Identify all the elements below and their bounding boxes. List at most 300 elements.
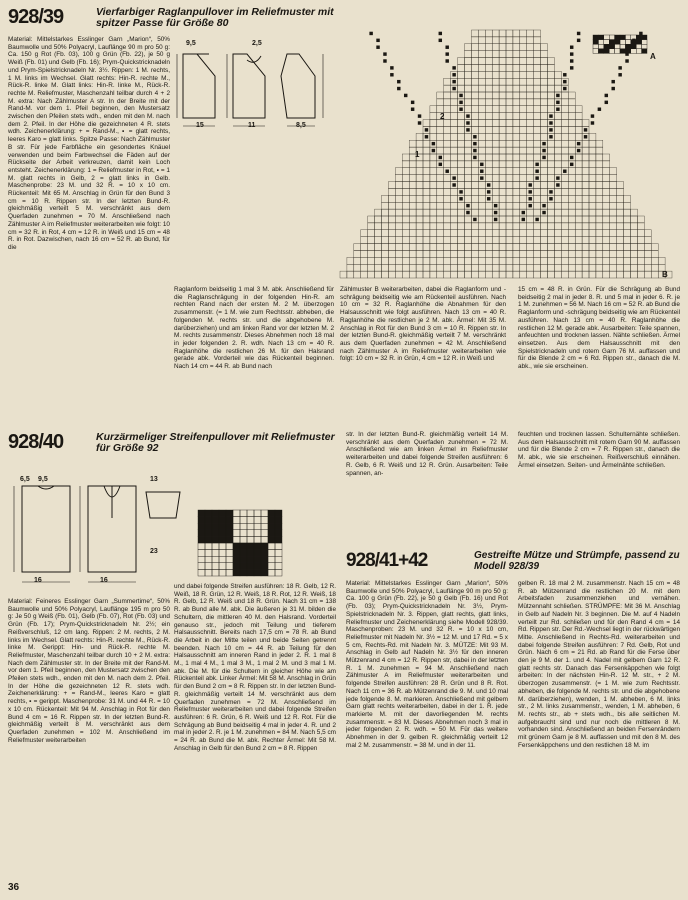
chart-40-cell [268,523,275,530]
chart-b-cell [499,58,506,65]
chart-b-cell [471,195,478,202]
chart-b-cell [430,237,437,244]
chart-b-cell [506,71,513,78]
chart-b-cell [582,202,589,209]
chart-b-cell [631,209,638,216]
chart-b-cell [541,188,548,195]
chart-b-cell [520,58,527,65]
chart-b-cell [554,140,561,147]
chart-b-cell [451,106,458,113]
chart-b-cell [485,30,492,37]
chart-b-stitch-mark [570,46,573,49]
chart-b-cell [575,133,582,140]
chart-b-cell [596,237,603,244]
chart-a-cell [593,44,598,49]
chart-b-cell [478,133,485,140]
chart-b-cell [499,271,506,278]
chart-b-cell [506,140,513,147]
chart-b-cell [492,175,499,182]
chart-a-cell [642,44,647,49]
chart-b-cell [478,182,485,189]
chart-b-stitch-mark [542,211,545,214]
chart-40-cell [233,569,240,576]
chart-b-cell [541,216,548,223]
chart-b-cell [492,182,499,189]
chart-b-cell [541,230,548,237]
chart-b-cell [513,78,520,85]
chart-a-cell [609,49,614,54]
chart-b-cell [444,216,451,223]
chart-b-cell [513,154,520,161]
chart-b-cell [568,223,575,230]
chart-b-cell [534,244,541,251]
chart-b-cell [506,175,513,182]
chart-b-stitch-mark [452,66,455,69]
chart-b-stitch-mark [376,46,379,49]
chart-b-cell [554,230,561,237]
chart-b-cell [354,264,361,271]
chart-b-cell [610,168,617,175]
chart-a-cell [631,49,636,54]
chart-b-cell [423,216,430,223]
chart-b-cell [402,202,409,209]
chart-b-cell [458,168,465,175]
chart-b-cell [499,78,506,85]
chart-b-cell [568,106,575,113]
chart-b-cell [534,223,541,230]
chart-b-cell [492,113,499,120]
chart-b-cell [492,237,499,244]
diagram-label-bottom-0: 15 [196,122,204,129]
chart-b-cell [568,250,575,257]
chart-b-stitch-mark [445,59,448,62]
chart-b-cell [423,230,430,237]
chart-b-cell [451,188,458,195]
chart-a-cell [631,40,636,45]
chart-b-stitch-mark [535,218,538,221]
chart-b-stitch-mark [542,142,545,145]
chart-b-cell [603,182,610,189]
chart-40-cell [268,510,275,517]
pattern-number-928-41-42: 928/41+42 [346,550,428,571]
chart-b-cell [520,195,527,202]
chart-b-cell [582,250,589,257]
chart-b-cell [402,161,409,168]
chart-b-cell [423,140,430,147]
diagram-label-top-3: 2,5 [252,40,262,47]
chart-a-cell [636,44,641,49]
chart-b-stitch-mark [383,59,386,62]
chart-b-cell [478,99,485,106]
chart-b-cell [610,209,617,216]
chart-b-cell [637,223,644,230]
chart-b-cell [465,195,472,202]
chart-b-cell [637,216,644,223]
chart-b-stitch-mark [528,197,531,200]
chart-b-cell [582,161,589,168]
chart-b-cell [596,202,603,209]
chart-b-cell [451,161,458,168]
chart-b-cell [568,99,575,106]
chart-b-cell [520,223,527,230]
chart-b-cell [375,223,382,230]
chart-b-cell [631,250,638,257]
chart-b-cell [382,195,389,202]
chart-b-cell [485,99,492,106]
chart-b-cell [548,58,555,65]
chart-40-cell [212,523,219,530]
chart-b-cell [575,237,582,244]
chart-40-cell [226,530,233,537]
chart-b-cell [458,271,465,278]
chart-b-cell [513,250,520,257]
chart-b-cell [430,202,437,209]
chart-b-cell [561,250,568,257]
chart-b-stitch-mark [591,121,594,124]
chart-b-cell [589,161,596,168]
chart-40-cell [261,569,268,576]
chart-b-cell [596,175,603,182]
chart-b-cell [554,271,561,278]
chart-b-cell [534,182,541,189]
chart-40-cell [205,536,212,543]
chart-b-cell [458,113,465,120]
chart-40-cell [247,569,254,576]
chart-b-cell [568,175,575,182]
chart-b-cell [548,92,555,99]
chart-b-cell [444,133,451,140]
chart-b-cell [361,250,368,257]
chart-b-cell [465,99,472,106]
chart-b-cell [451,133,458,140]
chart-b-stitch-mark [563,80,566,83]
chart-b-cell [575,168,582,175]
chart-b-stitch-mark [611,80,614,83]
chart-a-cell [620,35,625,40]
chart-b-cell [589,154,596,161]
chart-b-cell [485,223,492,230]
chart-b-cell [541,257,548,264]
chart-b-cell [644,230,651,237]
chart-40-cell [261,517,268,524]
chart-b-cell [451,113,458,120]
chart-b-cell [561,195,568,202]
chart-b-cell [582,209,589,216]
chart-b-cell [499,85,506,92]
chart-b-cell [430,106,437,113]
chart-b-cell [568,264,575,271]
chart-b-cell [527,51,534,58]
chart-b-cell [492,99,499,106]
chart-b-cell [499,64,506,71]
chart-b-cell [548,271,555,278]
chart-b-cell [465,71,472,78]
chart-b-stitch-mark [466,121,469,124]
chart-b-cell [478,264,485,271]
chart-b-cell [520,175,527,182]
chart-b-cell [513,209,520,216]
chart-b-cell [499,216,506,223]
chart-b-cell [416,182,423,189]
chart-b-cell [520,113,527,120]
chart-b-cell [458,85,465,92]
chart-b-cell [485,250,492,257]
chart-b-cell [382,230,389,237]
chart-b-cell [520,30,527,37]
chart-b-cell [582,182,589,189]
chart-b-cell [589,140,596,147]
chart-b-cell [465,230,472,237]
chart-b-cell [603,188,610,195]
chart-b-stitch-mark [418,114,421,117]
chart-b-cell [430,188,437,195]
chart-b-cell [610,175,617,182]
chart-40-cell [275,536,282,543]
chart-40-cell [240,543,247,550]
chart-b-cell [478,106,485,113]
chart-b-cell [603,264,610,271]
chart-b-cell [444,250,451,257]
chart-b-cell [541,264,548,271]
chart-b-cell [375,216,382,223]
chart-b-cell [471,78,478,85]
chart-b-cell [534,106,541,113]
chart-b-cell [596,257,603,264]
chart-b-cell [402,223,409,230]
chart-b-cell [589,244,596,251]
chart-b-stitch-mark [556,183,559,186]
chart-b-cell [554,244,561,251]
chart-b-cell [513,51,520,58]
chart-b-stitch-mark [473,135,476,138]
chart-b-cell [568,182,575,189]
chart-b-cell [458,182,465,189]
chart-b-cell [527,161,534,168]
chart-b-cell [375,209,382,216]
chart-b-cell [513,147,520,154]
chart-b-cell [471,44,478,51]
chart-b-cell [513,58,520,65]
chart-a-cell [636,35,641,40]
chart-b-cell [568,168,575,175]
chart-b-stitch-mark [452,183,455,186]
chart-b-cell [395,202,402,209]
chart-b-cell [506,64,513,71]
chart-b-cell [575,257,582,264]
chart-b-stitch-mark [487,197,490,200]
chart-b-cell [388,250,395,257]
chart-40-cell [226,536,233,543]
chart-40-cell [212,556,219,563]
chart-b-cell [561,99,568,106]
chart-b-cell [513,71,520,78]
chart-b-cell [561,147,568,154]
chart-b-stitch-mark [452,87,455,90]
chart-b-cell [624,202,631,209]
chart-b-cell [444,182,451,189]
chart-b-cell [492,30,499,37]
chart-b-cell [485,133,492,140]
chart-b-cell [527,154,534,161]
chart-b-cell [527,106,534,113]
chart-b-cell [637,250,644,257]
chart-b-cell [375,264,382,271]
chart-b-cell [568,216,575,223]
chart-b-cell [506,126,513,133]
chart-40-cell [219,569,226,576]
chart-b-stitch-mark [452,176,455,179]
chart-40-cell [261,563,268,570]
chart-a-cell [625,49,630,54]
chart-b-cell [458,244,465,251]
chart-b-cell [582,237,589,244]
chart-40-cell [205,563,212,570]
chart-b-cell [637,257,644,264]
chart-b-cell [458,154,465,161]
chart-b-cell [499,71,506,78]
chart-b-cell [644,237,651,244]
chart-b-cell [478,64,485,71]
chart-b-cell [492,140,499,147]
chart-b-cell [589,195,596,202]
chart-a-cell [598,35,603,40]
chart-40-cell [254,556,261,563]
chart-b-cell [465,106,472,113]
chart-b-cell [478,202,485,209]
chart-b-cell [471,168,478,175]
chart-b-stitch-mark [466,204,469,207]
chart-b-cell [513,106,520,113]
chart-b-stitch-mark [390,66,393,69]
chart-b-cell [575,202,582,209]
chart-b-cell [388,271,395,278]
chart-b-cell [465,257,472,264]
chart-b-stitch-mark [432,149,435,152]
chart-b-cell [395,182,402,189]
page-number: 36 [8,882,20,893]
chart-b-cell [624,250,631,257]
chart-b-cell [534,264,541,271]
chart-b-cell [554,85,561,92]
chart-b-cell [554,71,561,78]
chart-b-cell [471,244,478,251]
chart-b-cell [458,175,465,182]
chart-b-cell [437,244,444,251]
chart-b-cell [499,182,506,189]
chart-40-cell [254,569,261,576]
chart-b-cell [561,140,568,147]
chart-b-cell [499,161,506,168]
chart-b-cell [527,92,534,99]
chart-b-cell [485,216,492,223]
chart-b-cell [506,209,513,216]
chart-b-cell [430,120,437,127]
chart-b-cell [506,230,513,237]
chart-b-cell [589,202,596,209]
chart-b-cell [478,30,485,37]
chart-b-cell [499,230,506,237]
chart-b-cell [409,271,416,278]
chart-b-cell [651,271,658,278]
chart-b-cell [527,175,534,182]
counting-chart-b [338,28,674,280]
chart-b-cell [465,175,472,182]
chart-b-cell [610,188,617,195]
chart-b-stitch-mark [542,149,545,152]
chart-b-cell [589,175,596,182]
chart-b-stitch-mark [383,52,386,55]
chart-b-cell [395,264,402,271]
chart-b-cell [582,257,589,264]
chart-b-cell [561,264,568,271]
chart-b-cell [499,126,506,133]
chart-b-cell [541,64,548,71]
chart-b-cell [513,92,520,99]
chart-b-cell [596,188,603,195]
chart-b-stitch-mark [563,73,566,76]
chart-b-cell [471,161,478,168]
chart-b-cell [485,264,492,271]
chart-b-cell [513,85,520,92]
chart-b-cell [361,230,368,237]
chart-b-cell [444,230,451,237]
chart-b-cell [492,71,499,78]
chart-b-cell [465,154,472,161]
chart-b-cell [589,264,596,271]
chart-b-cell [430,182,437,189]
chart-b-cell [471,188,478,195]
chart-b-cell [354,244,361,251]
chart-40-cell [205,543,212,550]
chart-b-cell [395,237,402,244]
chart-b-cell [368,257,375,264]
chart-b-cell [437,250,444,257]
chart-b-cell [568,271,575,278]
chart-b-stitch-mark [473,142,476,145]
chart-b-cell [513,223,520,230]
chart-b-cell [451,264,458,271]
chart-b-cell [596,147,603,154]
chart-b-cell [451,223,458,230]
chart-b-cell [624,230,631,237]
chart-b-cell [513,175,520,182]
chart-b-cell [437,175,444,182]
chart-b-cell [492,92,499,99]
chart-b-cell [506,99,513,106]
chart-b-cell [617,202,624,209]
chart-b-cell [561,209,568,216]
chart-b-cell [548,161,555,168]
chart-b-cell [541,237,548,244]
chart-b-cell [437,202,444,209]
chart-40-cell [219,550,226,557]
chart-b-cell [617,257,624,264]
chart-b-cell [499,244,506,251]
chart-b-stitch-mark [487,183,490,186]
chart-b-cell [437,237,444,244]
chart-b-cell [548,223,555,230]
chart-b-cell [485,209,492,216]
chart-b-cell [541,92,548,99]
chart-b-cell [513,30,520,37]
chart-b-cell [382,209,389,216]
chart-40-cell [254,536,261,543]
chart-b-cell [596,161,603,168]
chart-b-cell [582,147,589,154]
chart-b-cell [388,188,395,195]
chart-40-cell [268,543,275,550]
chart-b-cell [582,154,589,161]
